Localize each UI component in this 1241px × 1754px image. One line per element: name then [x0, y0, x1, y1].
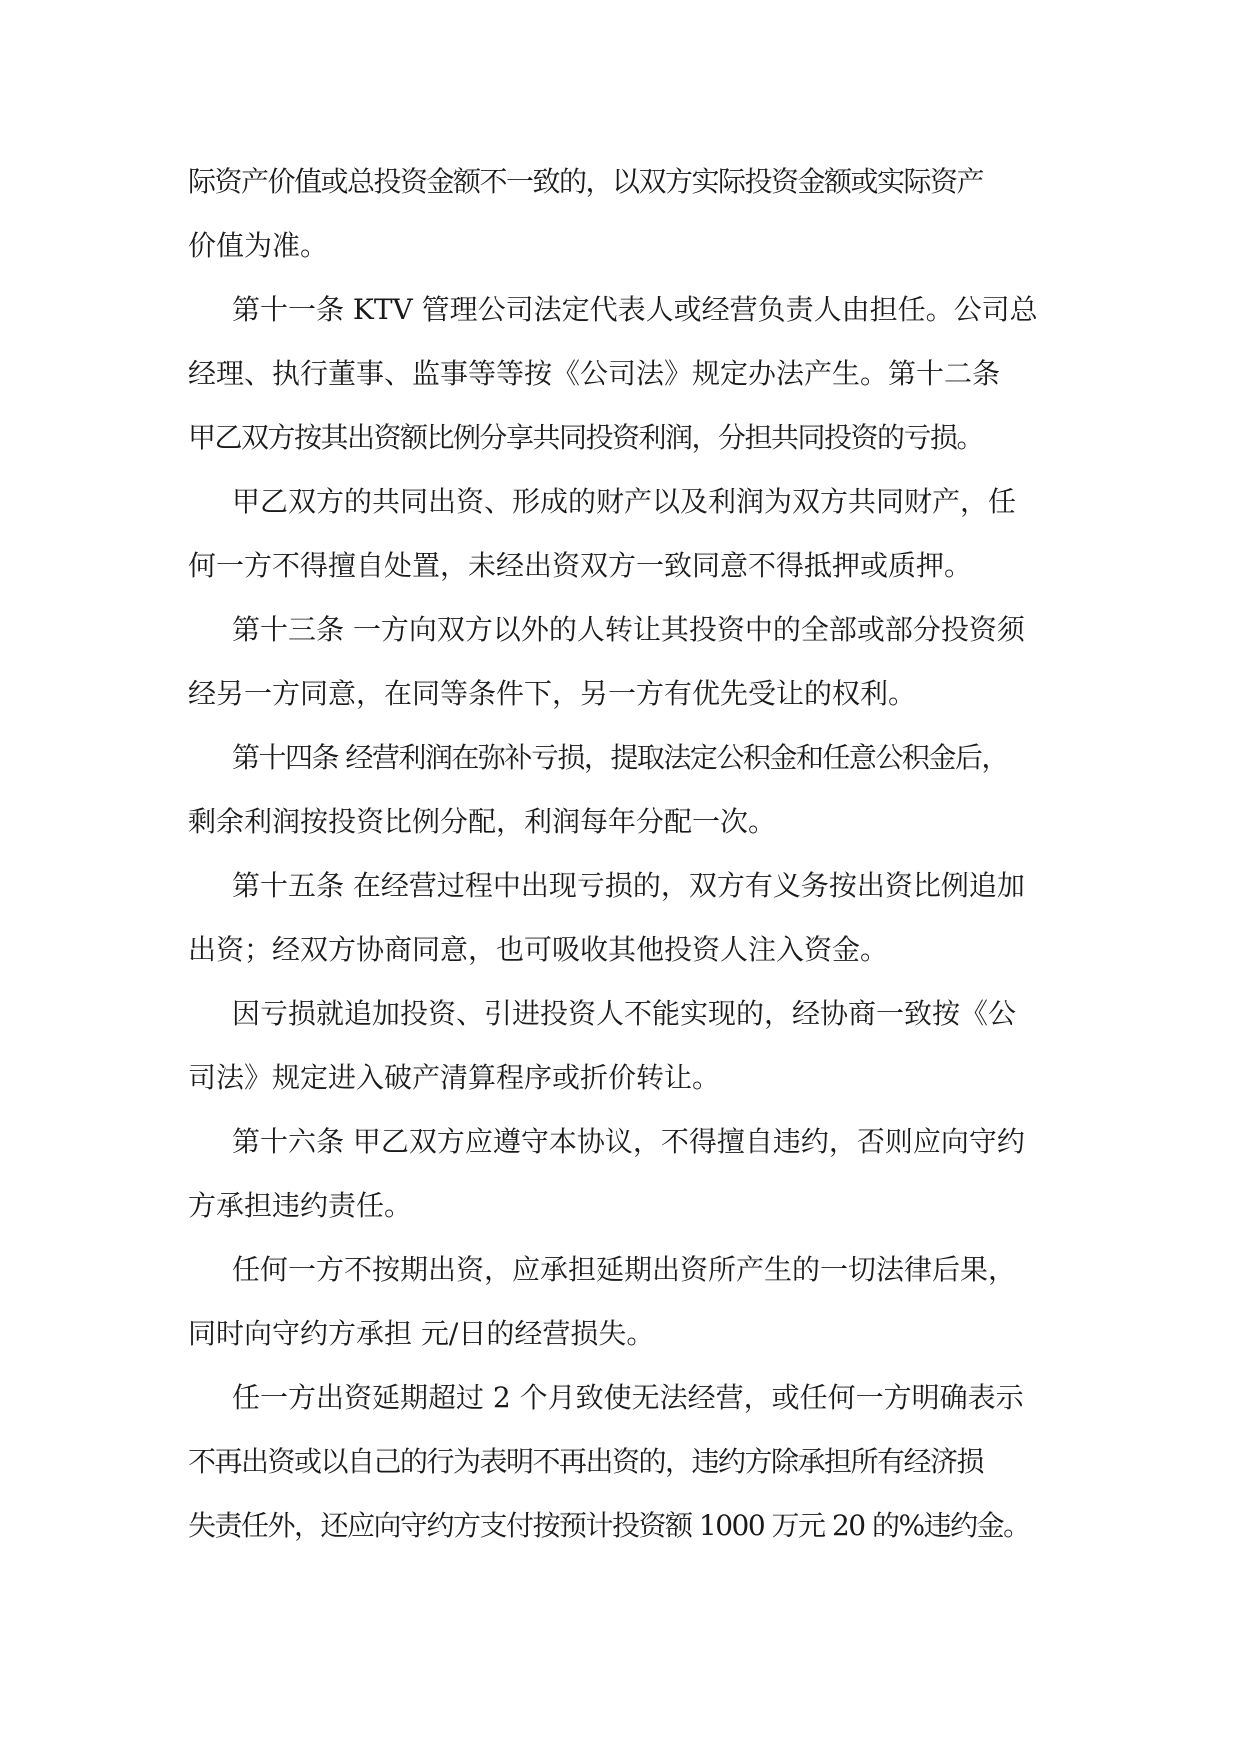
- text-line: 际资产价值或总投资金额不一致的，以双方实际投资金额或实际资产: [188, 165, 984, 198]
- text-line: 方承担违约责任。: [188, 1189, 413, 1222]
- text-line: 任一方出资延期超过 2 个月致使无法经营，或任何一方明确表示: [232, 1381, 1024, 1414]
- text-line: 甲乙双方按其出资额比例分享共同投资利润，分担共同投资的亏损。: [188, 421, 984, 454]
- text-line: 剩余利润按投资比例分配，利润每年分配一次。: [188, 805, 777, 838]
- text-line: 出资；经双方协商同意，也可吸收其他投资人注入资金。: [188, 933, 889, 966]
- text-line: 第十一条 KTV 管理公司法定代表人或经营负责人由担任。公司总: [232, 293, 1038, 326]
- text-line: 第十五条 在经营过程中出现亏损的，双方有义务按出资比例追加: [232, 869, 1025, 902]
- text-line: 不再出资或以自己的行为表明不再出资的，违约方除承担所有经济损: [188, 1445, 984, 1478]
- text-line: 经理、执行董事、监事等等按《公司法》规定办法产生。第十二条: [188, 357, 1001, 390]
- text-line: 任何一方不按期出资，应承担延期出资所产生的一切法律后果，: [232, 1253, 1017, 1286]
- text-line: 第十六条 甲乙双方应遵守本协议，不得擅自违约，否则应向守约: [232, 1125, 1025, 1158]
- text-line: 价值为准。: [188, 229, 329, 262]
- text-line: 失责任外，还应向守约方支付按预计投资额 1000 万元 20 的%违约金。: [188, 1509, 1030, 1542]
- text-line: 经另一方同意，在同等条件下，另一方有优先受让的权利。: [188, 677, 917, 710]
- text-line: 同时向守约方承担 元/日的经营损失。: [188, 1317, 655, 1350]
- text-line: 因亏损就追加投资、引进投资人不能实现的，经协商一致按《公: [232, 997, 1017, 1030]
- text-line: 何一方不得擅自处置，未经出资双方一致同意不得抵押或质押。: [188, 549, 973, 582]
- text-line: 第十四条 经营利润在弥补亏损，提取法定公积金和任意公积金后，: [232, 741, 1008, 774]
- text-line: 第十三条 一方向双方以外的人转让其投资中的全部或部分投资须: [232, 613, 1025, 646]
- document-body: [188, 150, 1088, 1558]
- text-line: 甲乙双方的共同出资、形成的财产以及利润为双方共同财产，任: [232, 485, 1017, 518]
- text-line: 司法》规定进入破产清算程序或折价转让。: [188, 1061, 721, 1094]
